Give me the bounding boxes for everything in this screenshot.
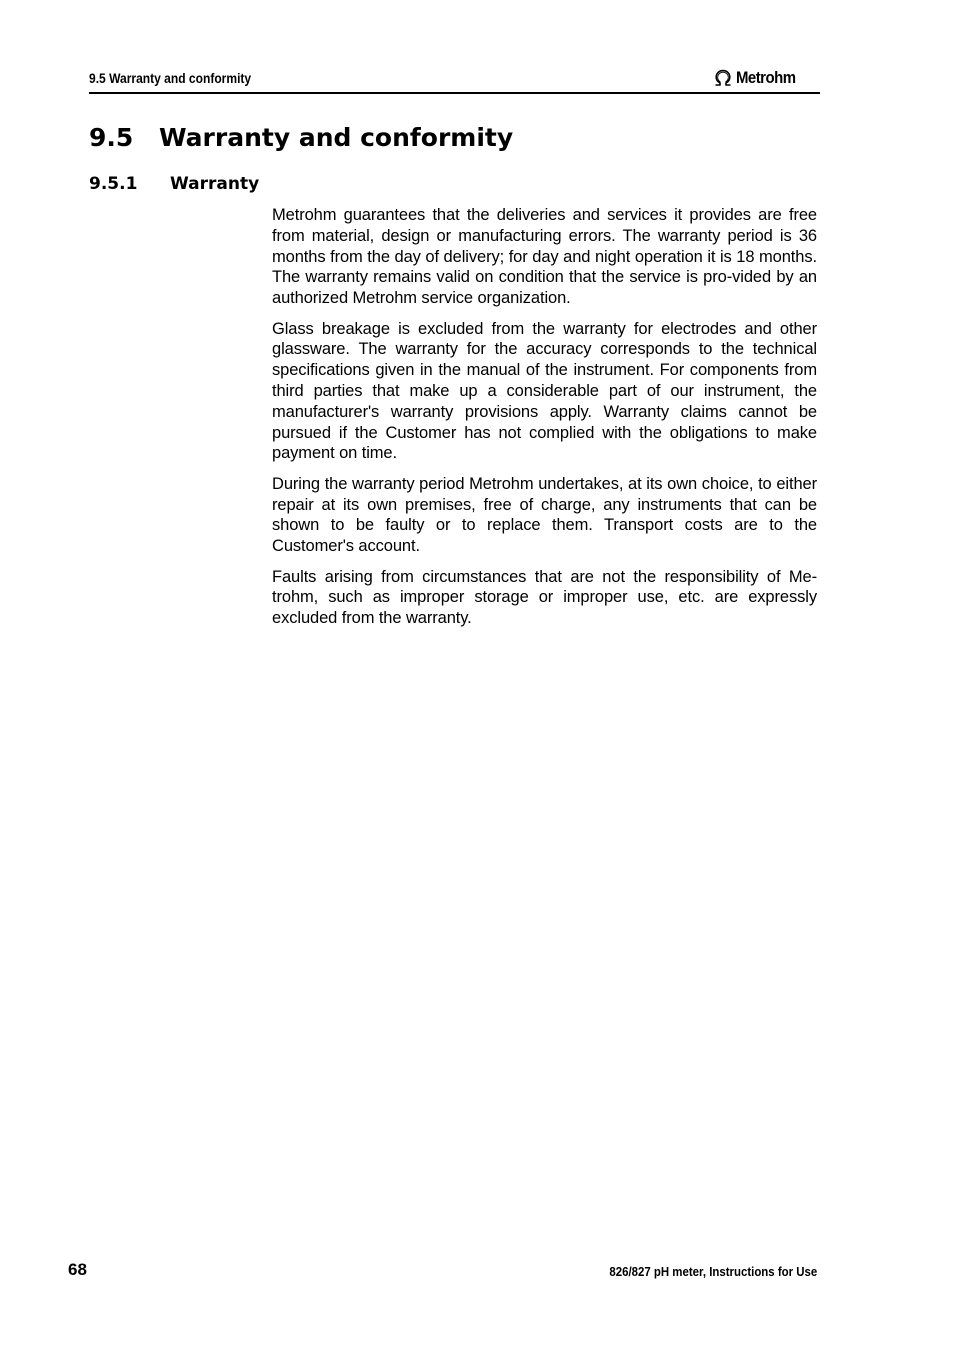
footer-document-title: 826/827 pH meter, Instructions for Use [609, 1264, 817, 1279]
subsection-title: Warranty [170, 174, 260, 194]
paragraph: Glass breakage is excluded from the warranty for electrodes and other glassware. The warranty for the accuracy corresponds to the technical specifications given in the manual of the instrument. For components from third parties that make up a considerable part of our instrument, the manufacturer's warranty provisions apply. Warranty claims cannot be pursued if the Customer has not complied with the obligations to make payment on time. [272, 319, 817, 463]
subsection-heading [89, 172, 259, 196]
warranty-body-text [272, 205, 817, 639]
paragraph: Faults arising from circumstances that are not the responsibility of Me-trohm, such as improper storage or improper use, etc. are expressly excluded from the warranty. [272, 567, 817, 628]
page-number: 68 [68, 1260, 87, 1279]
subsection-number: 9.5.1 [89, 174, 138, 194]
running-header [89, 66, 820, 94]
brand-name: Metrohm [736, 68, 796, 87]
running-header-title: 9.5 Warranty and conformity [89, 70, 252, 86]
section-heading [89, 120, 513, 156]
paragraph: Metrohm guarantees that the deliveries and services it provides are free from material, design or manufacturing errors. The warranty period is 36 months from the day of delivery; for day and night operation it is 18 months. The warranty remains valid on condition that the service is pro-vided by an authorized Metrohm service organization. [272, 206, 817, 308]
paragraph: During the warranty period Metrohm undertakes, at its own choice, to either repair at its own premises, free of charge, any instruments that can be shown to be faulty or to replace them. Transport costs are to the Customer's account. [272, 474, 817, 556]
section-title: Warranty and conformity [159, 123, 514, 152]
brand-logo [713, 66, 818, 90]
metrohm-omega-logo-icon [713, 68, 733, 88]
section-number: 9.5 [89, 123, 134, 152]
